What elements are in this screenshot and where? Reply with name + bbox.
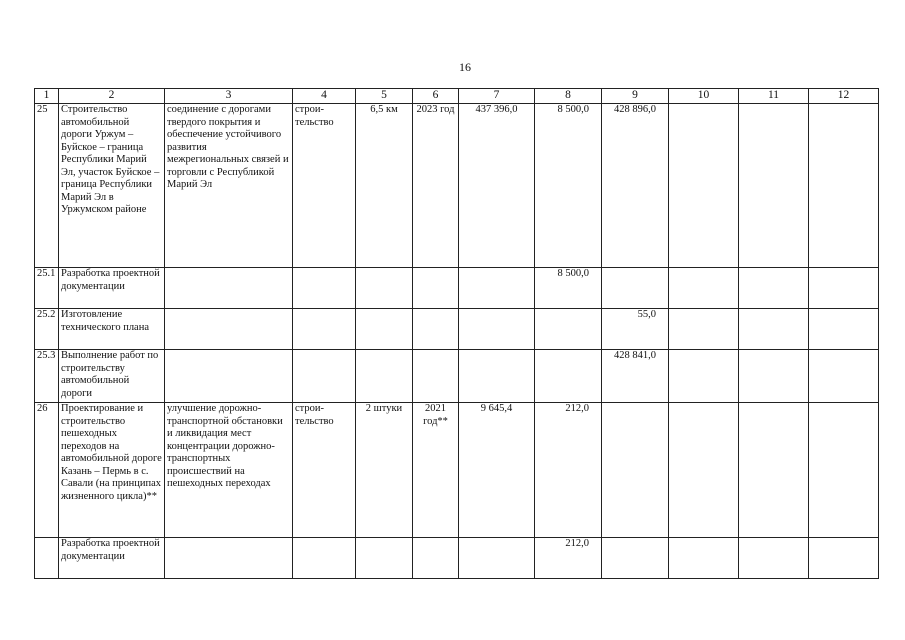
value-col8 (535, 309, 602, 350)
work-type: строи-тельство (293, 104, 356, 268)
header-cell: 7 (459, 89, 535, 104)
work-type: строи-тельство (293, 403, 356, 538)
value-col12 (809, 403, 879, 538)
header-cell: 1 (35, 89, 59, 104)
row-number (35, 538, 59, 579)
project-purpose (165, 309, 293, 350)
table-row (35, 268, 879, 309)
value-col11 (739, 350, 809, 403)
header-cell: 2 (59, 89, 165, 104)
value-col12 (809, 309, 879, 350)
value-col10 (669, 350, 739, 403)
table-row (35, 104, 879, 268)
row-number: 26 (35, 403, 59, 538)
table-row (35, 403, 879, 538)
completion-year (413, 309, 459, 350)
project-purpose (165, 268, 293, 309)
table-row (35, 309, 879, 350)
value-col12 (809, 268, 879, 309)
value-col7: 9 645,4 (459, 403, 535, 538)
value-col7: 437 396,0 (459, 104, 535, 268)
completion-year: 2023 год (413, 104, 459, 268)
value-col11 (739, 309, 809, 350)
completion-year (413, 268, 459, 309)
project-purpose: улучшение дорожно-транспортной обстановки и ликвидация мест концентрации дорожно-транспортных происшествий на пешеходных переходах (165, 403, 293, 538)
project-name: Изготовление технического плана (59, 309, 165, 350)
value-col9: 428 896,0 (602, 104, 669, 268)
value-col12 (809, 104, 879, 268)
capacity (356, 538, 413, 579)
value-col11 (739, 104, 809, 268)
header-cell: 4 (293, 89, 356, 104)
row-number: 25.3 (35, 350, 59, 403)
row-number: 25.1 (35, 268, 59, 309)
capacity (356, 268, 413, 309)
header-cell: 10 (669, 89, 739, 104)
value-col9: 55,0 (602, 309, 669, 350)
completion-year (413, 538, 459, 579)
project-name: Строительство автомобильной дороги Уржум – Буйское – граница Республики Марий Эл, участок Буйское – граница Республики Марий Эл в Уржумском районе (59, 104, 165, 268)
page-number: 16 (459, 60, 471, 74)
project-purpose (165, 538, 293, 579)
value-col10 (669, 104, 739, 268)
work-type (293, 350, 356, 403)
value-col8: 212,0 (535, 403, 602, 538)
header-cell: 11 (739, 89, 809, 104)
value-col10 (669, 538, 739, 579)
header-cell: 8 (535, 89, 602, 104)
value-col8: 212,0 (535, 538, 602, 579)
value-col9: 428 841,0 (602, 350, 669, 403)
row-number: 25 (35, 104, 59, 268)
value-col12 (809, 538, 879, 579)
work-type (293, 309, 356, 350)
value-col10 (669, 268, 739, 309)
value-col10 (669, 403, 739, 538)
header-cell: 6 (413, 89, 459, 104)
value-col7 (459, 309, 535, 350)
table-row (35, 538, 879, 579)
value-col9 (602, 403, 669, 538)
value-col7 (459, 268, 535, 309)
value-col11 (739, 538, 809, 579)
project-name: Разработка проектной документации (59, 538, 165, 579)
value-col9 (602, 268, 669, 309)
capacity: 6,5 км (356, 104, 413, 268)
header-cell: 3 (165, 89, 293, 104)
work-type (293, 538, 356, 579)
project-name: Выполнение работ по строительству автомобильной дороги (59, 350, 165, 403)
capacity: 2 штуки (356, 403, 413, 538)
header-row (35, 89, 879, 104)
value-col12 (809, 350, 879, 403)
work-type (293, 268, 356, 309)
capacity (356, 309, 413, 350)
value-col8: 8 500,0 (535, 104, 602, 268)
value-col7 (459, 350, 535, 403)
value-col8 (535, 350, 602, 403)
value-col8: 8 500,0 (535, 268, 602, 309)
value-col9 (602, 538, 669, 579)
project-name: Проектирование и строительство пешеходных переходов на автомобильной дороге Казань – Пермь в с. Савали (на принципах жизненного цикла)** (59, 403, 165, 538)
value-col11 (739, 268, 809, 309)
value-col11 (739, 403, 809, 538)
header-cell: 5 (356, 89, 413, 104)
capacity (356, 350, 413, 403)
value-col7 (459, 538, 535, 579)
header-cell: 12 (809, 89, 879, 104)
project-purpose (165, 350, 293, 403)
value-col10 (669, 309, 739, 350)
project-purpose: соединение с дорогами твердого покрытия и обеспечение устойчивого развития межрегиональных связей и торговли с Республикой Марий Эл (165, 104, 293, 268)
completion-year: 2021 год** (413, 403, 459, 538)
completion-year (413, 350, 459, 403)
investment-table (34, 88, 879, 579)
header-cell: 9 (602, 89, 669, 104)
project-name: Разработка проектной документации (59, 268, 165, 309)
table-row (35, 350, 879, 403)
row-number: 25.2 (35, 309, 59, 350)
